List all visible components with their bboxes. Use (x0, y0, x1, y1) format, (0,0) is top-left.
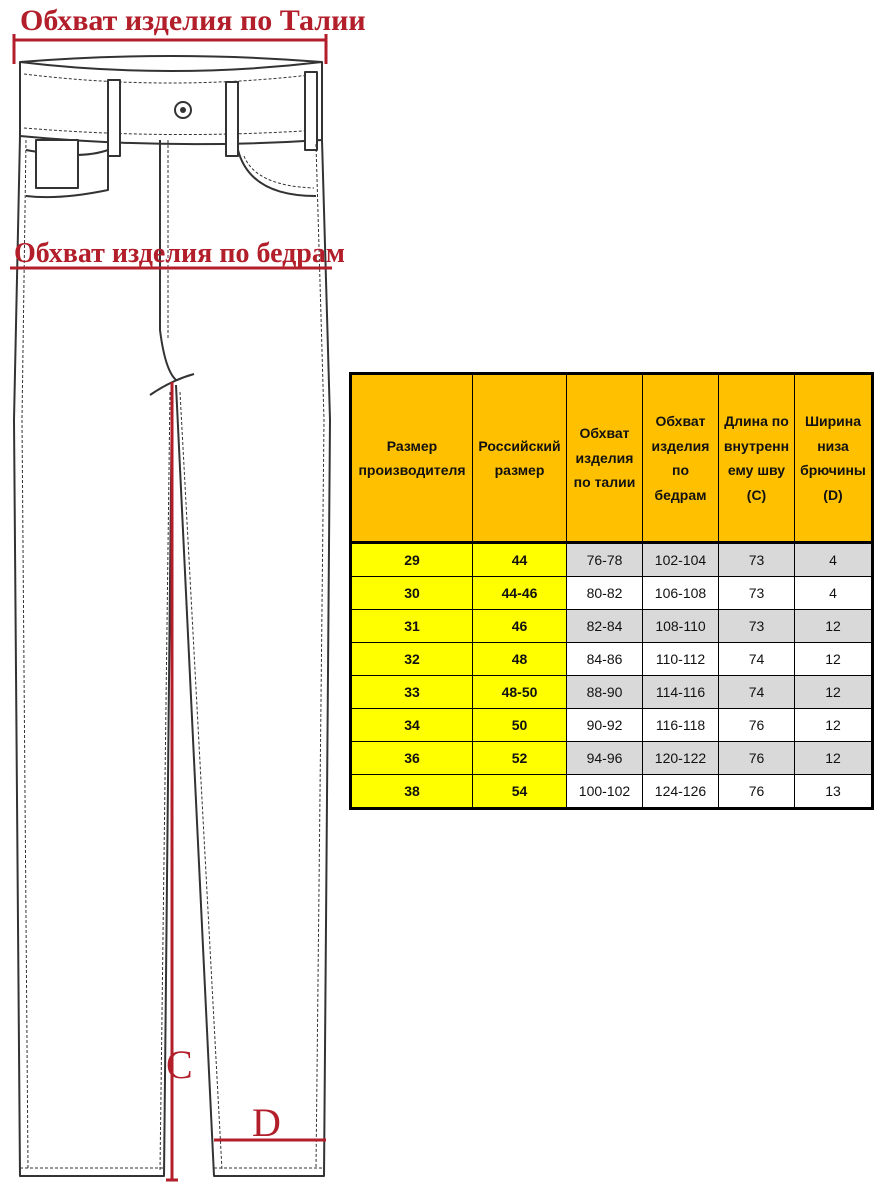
table-row (351, 775, 873, 809)
left-leg-outline (14, 136, 172, 1176)
inseam-cell: 73 (719, 577, 795, 610)
header-inseam: Длина по внутренн ему шву (С) (719, 374, 795, 543)
waist-cell: 76-78 (567, 543, 643, 577)
waistband (20, 62, 322, 144)
waist-cell: 84-86 (567, 643, 643, 676)
hips-cell: 124-126 (643, 775, 719, 809)
header-hem-width: Ширина низа брючины (D) (795, 374, 873, 543)
waist-cell: 100-102 (567, 775, 643, 809)
russian-size-cell: 46 (473, 610, 567, 643)
table-row (351, 676, 873, 709)
manufacturer-size-cell: 34 (351, 709, 473, 742)
manufacturer-size-cell: 32 (351, 643, 473, 676)
hips-label: Обхват изделия по бедрам (14, 238, 345, 269)
hem-width-cell: 4 (795, 543, 873, 577)
table-row (351, 577, 873, 610)
waist-cell: 88-90 (567, 676, 643, 709)
hips-cell: 114-116 (643, 676, 719, 709)
manufacturer-size-cell: 29 (351, 543, 473, 577)
header-hips: Обхват изделия по бедрам (643, 374, 719, 543)
inseam-cell: 74 (719, 643, 795, 676)
table-row (351, 742, 873, 775)
hips-cell: 108-110 (643, 610, 719, 643)
russian-size-cell: 44-46 (473, 577, 567, 610)
manufacturer-size-cell: 31 (351, 610, 473, 643)
hem-width-cell: 13 (795, 775, 873, 809)
russian-size-cell: 48 (473, 643, 567, 676)
hem-width-cell: 12 (795, 643, 873, 676)
inseam-cell: 73 (719, 543, 795, 577)
header-manufacturer-size: Размер производителя (351, 374, 473, 543)
hips-cell: 110-112 (643, 643, 719, 676)
table-row (351, 709, 873, 742)
inseam-cell: 76 (719, 742, 795, 775)
hem-width-cell: 12 (795, 709, 873, 742)
waist-cell: 94-96 (567, 742, 643, 775)
inseam-cell: 76 (719, 775, 795, 809)
russian-size-cell: 54 (473, 775, 567, 809)
russian-size-cell: 48-50 (473, 676, 567, 709)
waist-cell: 82-84 (567, 610, 643, 643)
manufacturer-size-cell: 30 (351, 577, 473, 610)
hips-cell: 116-118 (643, 709, 719, 742)
hips-cell: 106-108 (643, 577, 719, 610)
inseam-cell: 73 (719, 610, 795, 643)
hem-width-cell: 12 (795, 610, 873, 643)
manufacturer-size-cell: 38 (351, 775, 473, 809)
right-pocket (238, 150, 316, 196)
size-chart-table (349, 372, 874, 810)
waist-label: Обхват изделия по Талии (20, 4, 366, 37)
header-russian-size: Российский размер (473, 374, 567, 543)
inseam-cell: 76 (719, 709, 795, 742)
manufacturer-size-cell: 36 (351, 742, 473, 775)
hem-width-cell: 12 (795, 676, 873, 709)
hem-width-cell: 12 (795, 742, 873, 775)
inseam-letter: C (166, 1042, 193, 1087)
hem-letter: D (252, 1100, 281, 1145)
inseam-cell: 74 (719, 676, 795, 709)
header-waist: Обхват изделия по талии (567, 374, 643, 543)
hips-cell: 102-104 (643, 543, 719, 577)
waist-cell: 90-92 (567, 709, 643, 742)
coin-pocket (36, 140, 78, 188)
hips-cell: 120-122 (643, 742, 719, 775)
manufacturer-size-cell: 33 (351, 676, 473, 709)
russian-size-cell: 52 (473, 742, 567, 775)
waist-cell: 80-82 (567, 577, 643, 610)
russian-size-cell: 50 (473, 709, 567, 742)
right-leg-outline (176, 140, 330, 1176)
table-header-row (351, 374, 873, 543)
russian-size-cell: 44 (473, 543, 567, 577)
table-row (351, 610, 873, 643)
table-row (351, 643, 873, 676)
table-row (351, 543, 873, 577)
hem-width-cell: 4 (795, 577, 873, 610)
